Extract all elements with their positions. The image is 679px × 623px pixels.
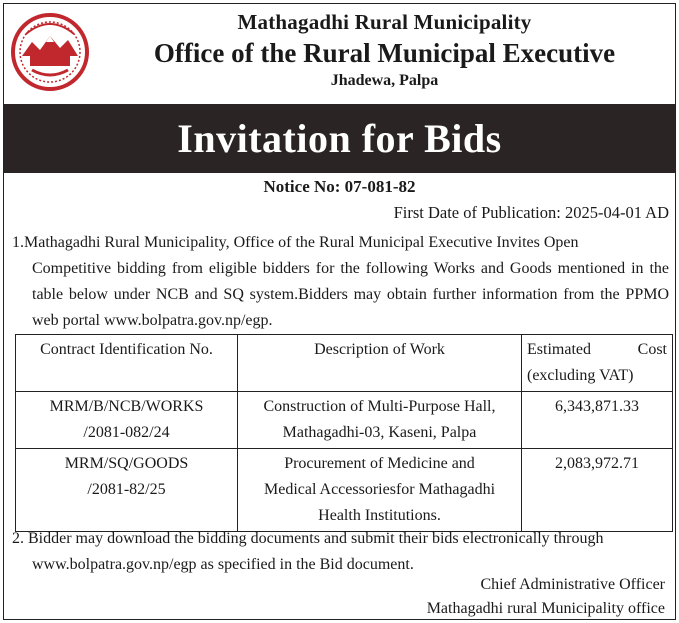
contract-id-cell xyxy=(16,392,238,449)
contract-id-line1: MRM/B/NCB/WORKS xyxy=(49,398,204,415)
contract-id-line1: MRM/SQ/GOODS xyxy=(64,455,189,472)
cost-cell: 6,343,871.33 xyxy=(522,392,673,449)
description-line3: Health Institutions. xyxy=(318,507,441,524)
description-cell xyxy=(238,449,522,532)
signature-title: Chief Administrative Officer xyxy=(480,576,665,593)
header-estimated-cost-line1: Estimated Cost xyxy=(527,341,667,358)
publication-date: First Date of Publication: 2025-04-01 AD xyxy=(393,203,669,222)
bids-table xyxy=(15,334,673,532)
office-location: Jhadewa, Palpa xyxy=(330,72,439,89)
signature-office: Mathagadhi rural Municipality office xyxy=(426,600,665,617)
office-name: Office of the Rural Municipal Executive xyxy=(153,38,616,68)
contract-id-line2: /2081-82/25 xyxy=(87,481,166,498)
table-header-row xyxy=(16,335,673,392)
header-estimated-cost xyxy=(522,335,673,392)
paragraph-invitation xyxy=(12,230,669,334)
description-line2: Medical Accessoriesfor Mathagadhi xyxy=(263,481,496,498)
header-description: Description of Work xyxy=(238,335,522,392)
paragraph-download-first-line: 2. Bidder may download the bidding documents and submit their bids electronically through xyxy=(12,530,604,547)
table-row xyxy=(16,449,673,532)
description-line1: Procurement of Medicine and xyxy=(284,455,475,472)
header-contract-id: Contract Identification No. xyxy=(16,335,238,392)
paragraph-download-rest: www.bolpatra.gov.np/egp as specified in the Bid document. xyxy=(32,556,414,573)
municipality-name: Mathagadhi Rural Municipality xyxy=(237,10,532,34)
description-cell xyxy=(238,392,522,449)
contract-id-line2: /2081-082/24 xyxy=(83,424,170,441)
cost-cell: 2,083,972.71 xyxy=(522,449,673,532)
notice-number: Notice No: 07-081-82 xyxy=(263,177,416,196)
header-estimated-cost-line2: (excluding VAT) xyxy=(527,367,634,384)
paragraph-invitation-rest: Competitive bidding from eligible bidders for the following Works and Goods mentioned in the table below under NCB and SQ system.Bidders may obtain further information from the PPMO web portal www.bolpatra.gov.np/egp. xyxy=(32,260,669,329)
description-line2: Mathagadhi-03, Kaseni, Palpa xyxy=(282,424,477,441)
table-row xyxy=(16,392,673,449)
paragraph-download xyxy=(12,526,669,578)
paragraph-invitation-first-line: 1.Mathagadhi Rural Municipality, Office of the Rural Municipal Executive Invites Open xyxy=(12,234,579,251)
header xyxy=(4,4,675,104)
description-line1: Construction of Multi-Purpose Hall, xyxy=(263,398,496,415)
municipality-seal-icon xyxy=(10,12,90,92)
notice-frame xyxy=(3,3,676,620)
contract-id-cell xyxy=(16,449,238,532)
page-title: Invitation for Bids xyxy=(4,104,675,173)
